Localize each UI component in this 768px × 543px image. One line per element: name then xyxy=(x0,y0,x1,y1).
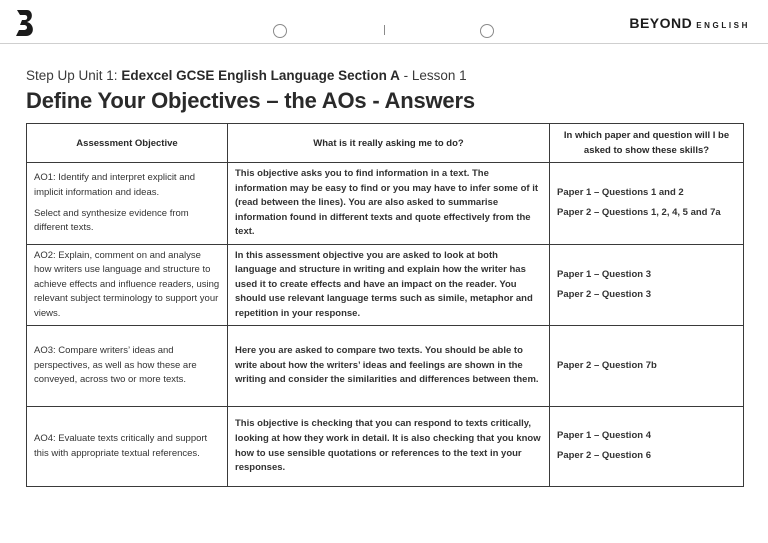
header-meaning: What is it really asking me to do? xyxy=(228,124,550,163)
brand-sub: ENGLISH xyxy=(696,21,750,30)
page-header xyxy=(0,0,768,44)
objective-text: AO4: Evaluate texts critically and support this with appropriate textual references. xyxy=(34,432,208,459)
table-header-row xyxy=(27,124,744,163)
header-divider xyxy=(0,43,768,44)
objective-cell xyxy=(27,407,228,487)
papers-cell xyxy=(550,245,744,326)
header-papers: In which paper and question will I be asked to show these skills? xyxy=(550,124,744,163)
paper-question: Paper 2 – Question 3 xyxy=(557,288,651,300)
lesson-course: Edexcel GCSE English Language Section A xyxy=(121,68,400,83)
paper-question: Paper 2 – Question 7b xyxy=(557,359,657,371)
paper-question: Paper 1 – Question 4 xyxy=(557,430,651,442)
table-row xyxy=(27,326,744,407)
paper-question: Paper 2 – Question 6 xyxy=(557,450,651,461)
meaning-cell: Here you are asked to compare two texts. You should be able to write about how the writers’ ideas and feelings are shown in the writing and consider the similarities and differences between them. xyxy=(228,326,550,407)
lesson-prefix: Step Up Unit 1: xyxy=(26,68,122,83)
papers-cell xyxy=(550,407,744,487)
table-row xyxy=(27,163,744,245)
lesson-subtitle xyxy=(26,68,467,83)
papers-cell xyxy=(550,163,744,245)
objective-cell xyxy=(27,326,228,407)
papers-cell xyxy=(550,326,744,407)
brand-main: BEYOND xyxy=(629,15,693,31)
page-title: Define Your Objectives – the AOs - Answers xyxy=(26,88,475,113)
objective-text: AO3: Compare writers’ ideas and perspectives, as well as how these are conveyed, across two or more texts. xyxy=(34,345,197,386)
header-objective: Assessment Objective xyxy=(27,124,228,163)
objective-text: AO1: Identify and interpret explicit and implicit information and ideas. xyxy=(34,172,196,198)
paper-question: Paper 1 – Question 3 xyxy=(557,268,651,280)
objective-text: Select and synthesize evidence from different texts. xyxy=(34,207,189,234)
meaning-cell: In this assessment objective you are asked to look at both language and structure in writing and explain how the writer has used it to create effects and have an impact on the reader. You should use relevant language terms such as simile, metaphor and repetition in your response. xyxy=(228,245,550,326)
lesson-suffix: - Lesson 1 xyxy=(399,68,467,83)
table-row xyxy=(27,407,744,487)
objective-text: AO2: Explain, comment on and analyse how writers use language and structure to achieve effects and influence readers, using relevant subject terminology to support your views. xyxy=(34,249,220,319)
brand-wordmark xyxy=(629,15,750,33)
centre-mark xyxy=(384,25,385,35)
objective-cell xyxy=(27,245,228,326)
objective-cell xyxy=(27,163,228,245)
paper-question: Paper 1 – Questions 1 and 2 xyxy=(557,187,684,199)
table-row xyxy=(27,245,744,326)
punch-hole-left-icon xyxy=(273,24,287,38)
punch-hole-right-icon xyxy=(480,24,494,38)
beyond-b-logo-icon xyxy=(14,8,36,38)
paper-question: Paper 2 – Questions 1, 2, 4, 5 and 7a xyxy=(557,207,721,218)
meaning-cell: This objective is checking that you can respond to texts critically, looking at how they work in detail. It is also checking that you know how to use sensible quotations or references to the text in your responses. xyxy=(228,407,550,487)
meaning-cell: This objective asks you to find information in a text. The information may be easy to find or you may have to infer some of it (read between the lines). You are also asked to summarise information found in different texts and quote effectively from the text. xyxy=(228,163,550,245)
assessment-objectives-table xyxy=(26,123,744,487)
